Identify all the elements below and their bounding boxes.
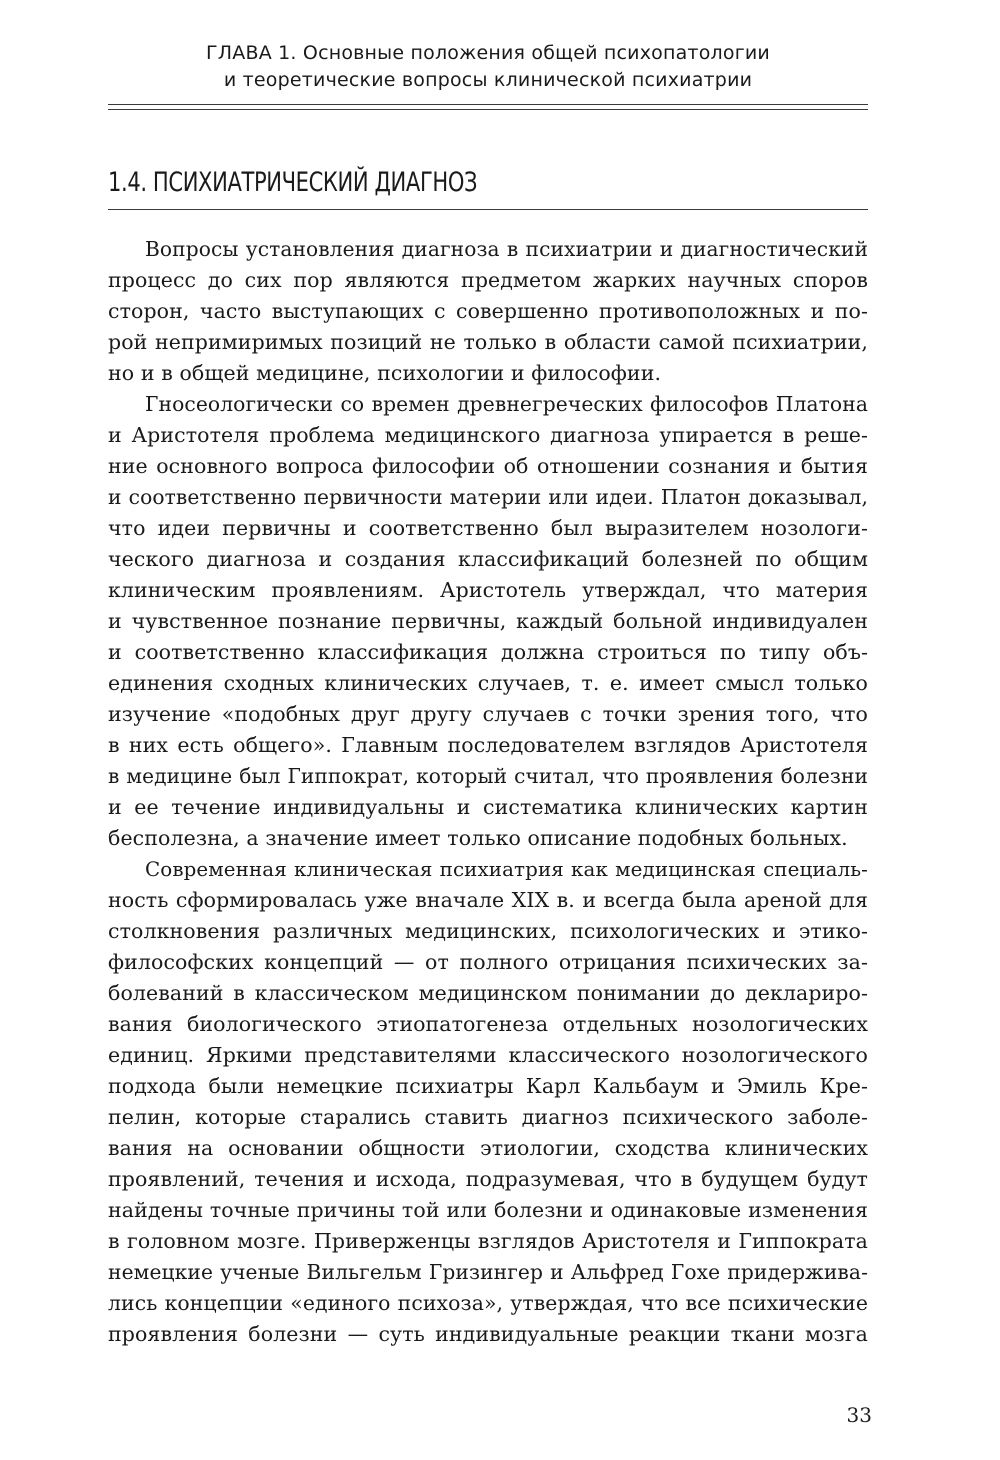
- text-line: в медицине был Гиппократ, который считал, что проявления болезни: [108, 764, 868, 788]
- text-line: процесс до сих пор являются предметом жарких научных споров: [108, 268, 868, 292]
- header-rule-bottom: [108, 109, 868, 110]
- text-line: единиц. Яркими представителями классического нозологического: [108, 1043, 868, 1067]
- running-header-line-1: ГЛАВА 1. Основные положения общей психопатологии: [206, 42, 770, 64]
- text-line: ние основного вопроса философии об отношении сознания и бытия: [108, 454, 868, 478]
- text-line: лись концепции «единого психоза», утверждая, что все психические: [108, 1291, 868, 1315]
- text-line: что идеи первичны и соответственно был выразителем нозологи-: [108, 516, 868, 540]
- text-line: Современная клиническая психиатрия как медицинская специаль-: [145, 858, 868, 881]
- section-title: 1.4. ПСИХИАТРИЧЕСКИЙ ДИАГНОЗ: [108, 167, 478, 198]
- text-line: вания биологического этиопатогенеза отдельных нозологических: [108, 1012, 868, 1036]
- text-line: столкновения различных медицинских, психологических и этико-: [108, 919, 868, 943]
- text-line: найдены точные причины той или болезни и одинаковые изменения: [108, 1198, 868, 1222]
- text-line: бесполезна, а значение имеет только описание подобных больных.: [108, 826, 848, 850]
- text-line: в них есть общего». Главным последователем взглядов Аристотеля: [108, 733, 868, 757]
- running-header: [108, 40, 868, 94]
- text-line: но и в общей медицине, психологии и философии.: [108, 361, 662, 385]
- text-line: и чувственное познание первичны, каждый больной индивидуален: [108, 609, 868, 633]
- text-line: ность сформировалась уже вначале XIX в. и всегда была ареной для: [108, 888, 868, 912]
- text-line: и соответственно первичности материи или идеи. Платон доказывал,: [108, 485, 868, 509]
- text-line: сторон, часто выступающих с совершенно противоположных и по-: [108, 299, 868, 323]
- text-line: и ее течение индивидуальны и систематика клинических картин: [108, 795, 868, 819]
- text-line: Гносеологически со времен древнегреческих философов Платона: [145, 392, 868, 416]
- header-rule-top: [108, 104, 868, 105]
- text-line: клиническим проявлениям. Аристотель утверждал, что материя: [108, 578, 868, 602]
- text-line: в головном мозге. Приверженцы взглядов Аристотеля и Гиппократа: [108, 1229, 868, 1253]
- text-line: немецкие ученые Вильгельм Гризингер и Альфред Гохе придержива-: [108, 1260, 868, 1284]
- body-text: [108, 234, 868, 1350]
- text-line: философских концепций — от полного отрицания психических за-: [108, 950, 868, 974]
- text-line: вания на основании общности этиологии, сходства клинических: [108, 1136, 868, 1160]
- text-line: проявления болезни — суть индивидуальные реакции ткани мозга: [108, 1322, 868, 1346]
- section-title-rule: [108, 209, 868, 210]
- text-line: подхода были немецкие психиатры Карл Кальбаум и Эмиль Кре-: [108, 1074, 868, 1098]
- text-line: болеваний в классическом медицинском понимании до деклариро-: [108, 981, 868, 1005]
- text-line: ческого диагноза и создания классификаций болезней по общим: [108, 547, 868, 571]
- text-line: изучение «подобных друг другу случаев с точки зрения того, что: [108, 702, 868, 726]
- text-line: Вопросы установления диагноза в психиатрии и диагностический: [145, 237, 868, 261]
- page-number: 33: [846, 1403, 872, 1427]
- text-line: и соответственно классификация должна строиться по типу объ-: [108, 640, 868, 664]
- text-line: пелин, которые старались ставить диагноз психического заболе-: [108, 1105, 868, 1129]
- text-line: проявлений, течения и исхода, подразумевая, что в будущем будут: [108, 1167, 868, 1191]
- text-line: единения сходных клинических случаев, т. е. имеет смысл только: [108, 671, 868, 695]
- running-header-line-2: и теоретические вопросы клинической психиатрии: [223, 69, 753, 91]
- text-line: и Аристотеля проблема медицинского диагноза упирается в реше-: [108, 423, 868, 447]
- text-line: рой непримиримых позиций не только в области самой психиатрии,: [108, 330, 868, 354]
